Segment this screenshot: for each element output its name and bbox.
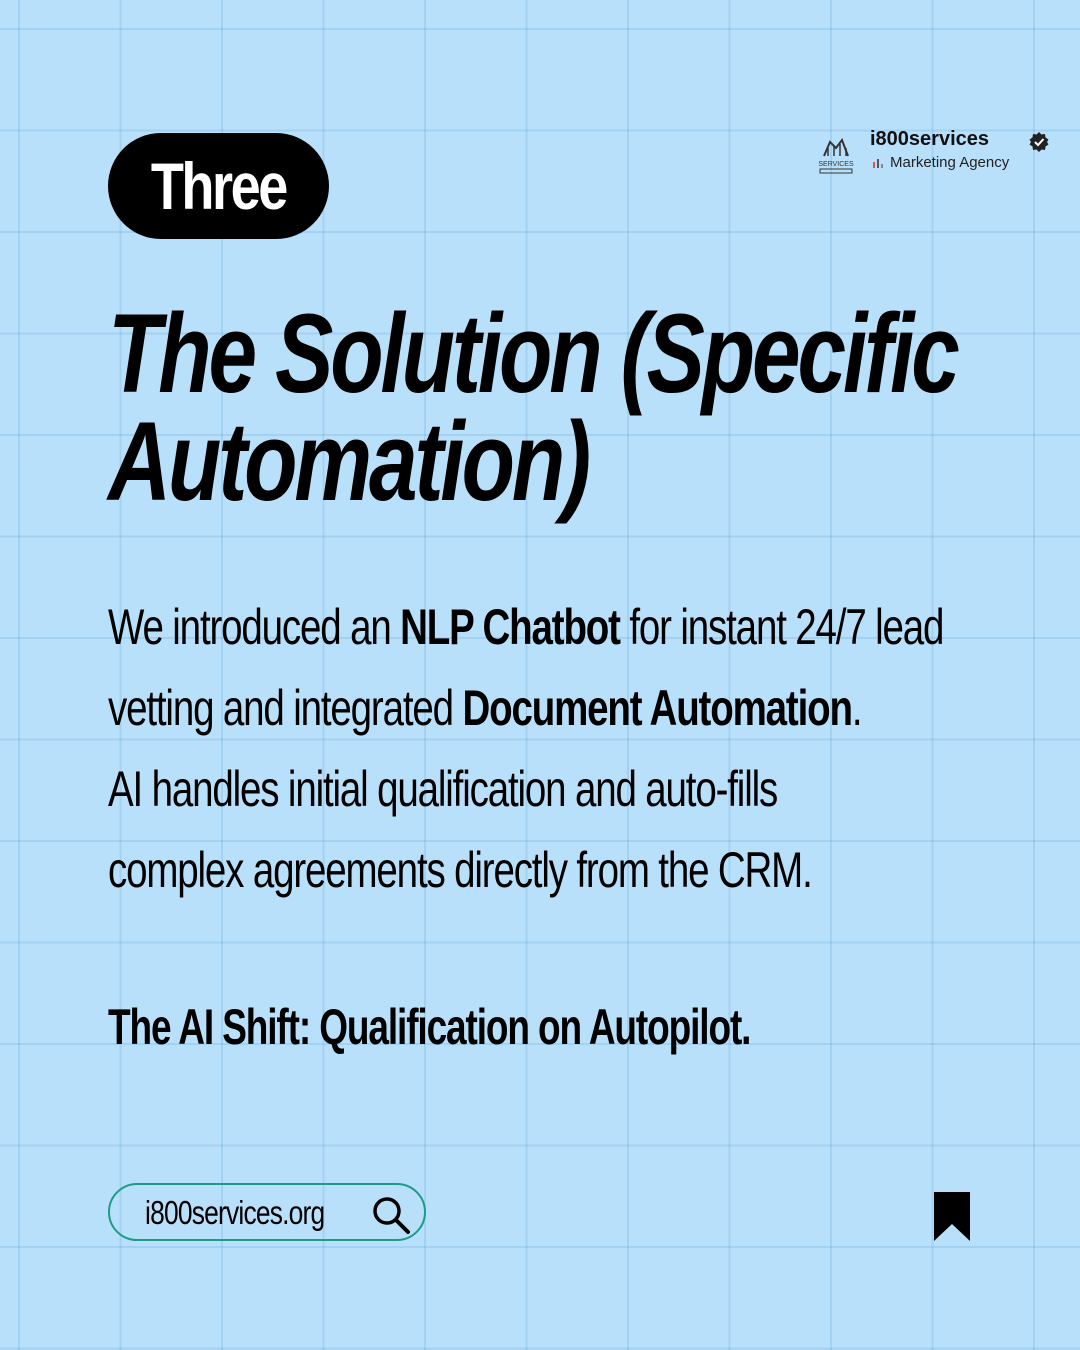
body-text-segment: vetting and integrated: [108, 680, 463, 736]
body-text-segment: We introduced an: [108, 599, 401, 655]
brand-logo-icon: [816, 134, 856, 176]
body-paragraph: [108, 587, 1017, 911]
body-text-segment: for instant 24/7 lead: [619, 599, 944, 655]
search-icon[interactable]: [370, 1194, 412, 1236]
headline-line-2: Automation): [108, 399, 589, 524]
headline-line-1: The Solution (Specific: [108, 291, 957, 416]
website-link[interactable]: [108, 1183, 426, 1241]
body-text-segment: .: [851, 680, 862, 736]
step-label: Three: [150, 149, 286, 223]
bookmark-icon[interactable]: [932, 1192, 972, 1242]
body-line-2: [108, 668, 1017, 749]
brand-header: [816, 128, 1056, 178]
verified-badge-icon: [1028, 131, 1050, 153]
tagline: The AI Shift: Qualification on Autopilot.: [108, 999, 751, 1055]
highlight-document-automation: Document Automation: [462, 680, 852, 736]
body-line-4: complex agreements directly from the CRM.: [108, 842, 812, 898]
brand-logo-text: SERVICES: [818, 161, 854, 168]
body-line-3: AI handles initial qualification and auto-fills: [108, 761, 778, 817]
brand-name[interactable]: i800services: [870, 128, 990, 150]
website-url[interactable]: i800services.org: [145, 1194, 325, 1231]
brand-category-label: Marketing Agency: [890, 154, 1010, 171]
brand-category: [872, 154, 1009, 171]
highlight-nlp-chatbot: NLP Chatbot: [400, 599, 620, 655]
headline: [108, 291, 1048, 524]
body-line-1: [108, 587, 1017, 668]
category-icon: [872, 157, 884, 169]
step-badge: [108, 133, 329, 239]
